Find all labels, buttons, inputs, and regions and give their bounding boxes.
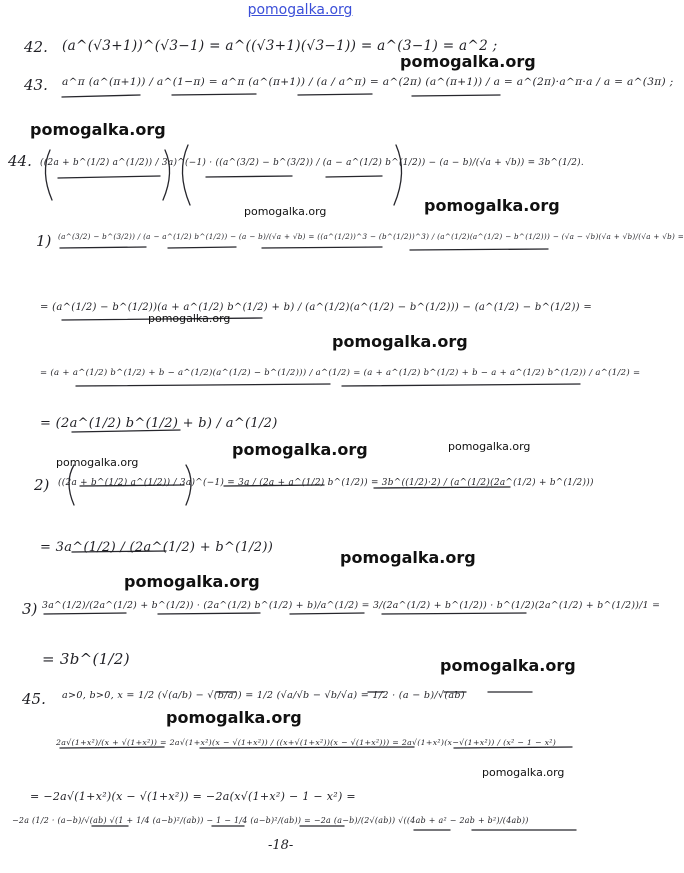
watermark: pomogalka.org [340, 548, 476, 567]
step-2-label: 2) [34, 476, 50, 494]
step-3-label: 3) [22, 600, 38, 618]
watermark: pomogalka.org [400, 52, 536, 71]
watermark: pomogalka.org [482, 766, 565, 779]
watermark: pomogalka.org [166, 708, 302, 727]
problem-42-solution: (a^(√3+1))^(√3−1) = a^((√3+1)(√3−1)) = a^(3−1) = a^2 ; [62, 38, 498, 54]
problem-45-line-3: = −2a√(1+x²)(x − √(1+x²)) = −2a(x√(1+x²) − 1 − x²) = [30, 790, 356, 803]
site-header-link[interactable]: pomogalka.org [247, 2, 353, 18]
watermark: pomogalka.org [332, 332, 468, 351]
watermark: pomogalka.org [30, 120, 166, 139]
watermark: pomogalka.org [440, 656, 576, 675]
watermark: pomogalka.org [56, 456, 139, 469]
problem-number-42: 42. [24, 38, 48, 56]
problem-43-solution: a^π (a^(π+1)) / a^(1−π) = a^π (a^(π+1)) / (a / a^π) = a^(2π) (a^(π+1)) / a = a^(2π)·a^π·a / a = a^(3π) ; [62, 76, 674, 88]
step-1-label: 1) [36, 232, 52, 250]
watermark: pomogalka.org [148, 312, 231, 325]
step-2-line-a: ((2a + b^(1/2) a^(1/2)) / 3a)^(−1) = 3a / (2a + a^(1/2) b^(1/2)) = 3b^((1/2)·2) / (a^(1/2)(2a^(1/2) + b^(1/2))) [58, 478, 594, 488]
watermark: pomogalka.org [244, 205, 327, 218]
problem-number-45: 45. [22, 690, 46, 708]
step-3-line-a: 3a^(1/2)/(2a^(1/2) + b^(1/2)) · (2a^(1/2) b^(1/2) + b)/a^(1/2) = 3/(2a^(1/2) + b^(1/2)) · b^(1/2)(2a^(1/2) + b^(1/2))/1 = [42, 600, 661, 611]
problem-number-43: 43. [24, 76, 48, 94]
watermark: pomogalka.org [124, 572, 260, 591]
problem-number-44: 44. [8, 152, 32, 170]
step-1-line-a: (a^(3/2) − b^(3/2)) / (a − a^(1/2) b^(1/2)) − (a − b)/(√a + √b) = ((a^(1/2))^3 − (b^(1/2))^3) / (a^(1/2)(a^(1/2) − b^(1/2))) − (√a − √b)(√a + √b)/(√a + √b) = [58, 232, 684, 241]
step-3-line-b: = 3b^(1/2) [42, 650, 130, 668]
step-1-line-b: = (a^(1/2) − b^(1/2))(a + a^(1/2) b^(1/2) + b) / (a^(1/2)(a^(1/2) − b^(1/2))) − (a^(1/2) − b^(1/2)) = [40, 302, 593, 313]
problem-45-given: a>0, b>0, x = 1/2 (√(a/b) − √(b/a)) = 1/2 (√a/√b − √b/√a) = 1/2 · (a − b)/√(ab) [62, 690, 465, 701]
step-2-line-b: = 3a^(1/2) / (2a^(1/2) + b^(1/2)) [40, 540, 274, 555]
problem-45-line-2: 2a√(1+x²)/(x + √(1+x²)) = 2a√(1+x²)(x − √(1+x²)) / ((x+√(1+x²))(x − √(1+x²))) = 2a√(1+x²)(x−√(1+x²)) / (x² − 1 − x²) [56, 738, 557, 747]
problem-44-statement: ((2a + b^(1/2) a^(1/2)) / 3a)^(−1) · ((a^(3/2) − b^(3/2)) / (a − a^(1/2) b^(1/2)) − (a − b)/(√a + √b)) = 3b^(1/2). [40, 158, 585, 168]
step-1-line-c: = (a + a^(1/2) b^(1/2) + b − a^(1/2)(a^(1/2) − b^(1/2))) / a^(1/2) = (a + a^(1/2) b^(1/2) + b − a + a^(1/2) b^(1/2)) / a^(1/2) = [40, 368, 641, 378]
watermark: pomogalka.org [424, 196, 560, 215]
step-1-line-d: = (2a^(1/2) b^(1/2) + b) / a^(1/2) [40, 416, 278, 431]
problem-45-line-4: −2a (1/2 · (a−b)/√(ab) √(1 + 1/4 (a−b)²/(ab)) − 1 − 1/4 (a−b)²/(ab)) = −2a (a−b)/(2√(ab)) √((4ab + a² − 2ab + b²)/(4ab)) [12, 816, 529, 825]
watermark: pomogalka.org [232, 440, 368, 459]
page-number: -18- [268, 838, 294, 853]
watermark: pomogalka.org [448, 440, 531, 453]
